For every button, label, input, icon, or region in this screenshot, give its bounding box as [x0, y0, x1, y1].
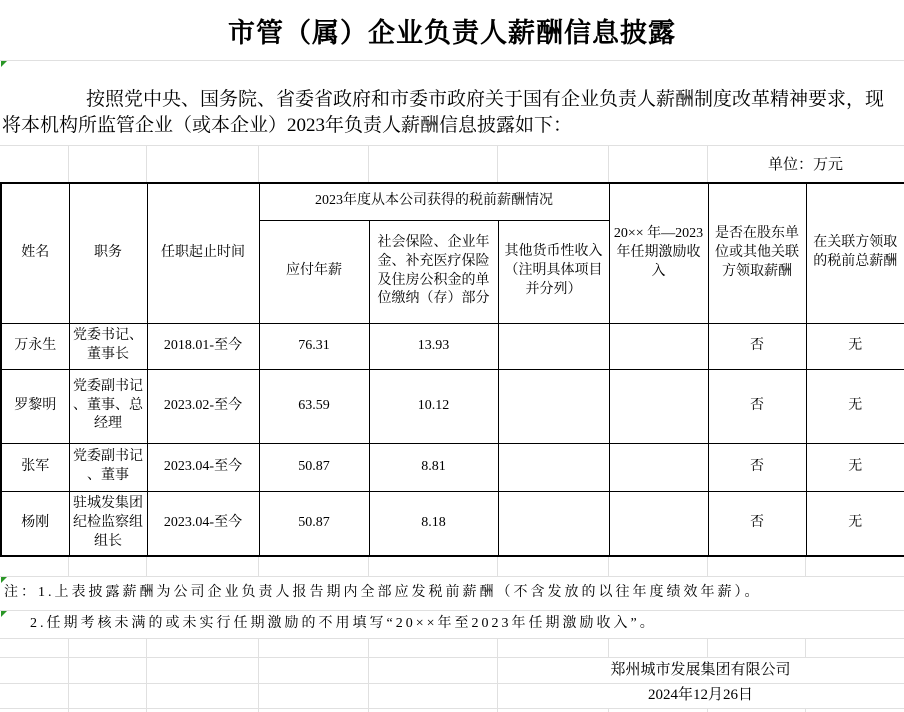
- table-row: [1, 491, 904, 556]
- salary-table: [0, 182, 904, 557]
- table-header-row-1: [1, 183, 904, 220]
- col-header-tenure-incentive: 20×× 年—2023年任期激励收入: [609, 183, 708, 323]
- cell-name: 张军: [1, 443, 69, 491]
- cell-position: 党委书记、董事长: [69, 323, 147, 369]
- gridline: [258, 556, 259, 576]
- gridline: [368, 638, 369, 657]
- gridline: [497, 145, 498, 182]
- col-header-2023-span: 2023年度从本公司获得的税前薪酬情况: [259, 183, 609, 220]
- gridline: [707, 556, 708, 576]
- col-header-shareholder-pay: 是否在股东单位或其他关联方领取薪酬: [708, 183, 806, 323]
- cell-payable: 50.87: [259, 491, 369, 556]
- gridline: [146, 708, 147, 712]
- gridline: [0, 638, 904, 639]
- cell-position: 党委副书记、董事: [69, 443, 147, 491]
- cell-name: 罗黎明: [1, 369, 69, 443]
- cell-name: 万永生: [1, 323, 69, 369]
- gridline: [497, 556, 498, 576]
- cell-social: 8.81: [369, 443, 498, 491]
- col-header-term: 任职起止时间: [147, 183, 259, 323]
- gridline: [146, 657, 147, 708]
- footer-company-name: 郑州城市发展集团有限公司: [610, 662, 791, 678]
- gridline: [258, 638, 259, 657]
- cell-payable: 50.87: [259, 443, 369, 491]
- cell-term: 2023.04-至今: [147, 443, 259, 491]
- gridline: [258, 708, 259, 712]
- gridline: [608, 638, 609, 657]
- gridline: [497, 708, 498, 712]
- col-header-related-party-pay: 在关联方领取的税前总薪酬: [806, 183, 904, 323]
- gridline: [707, 708, 708, 712]
- note-2: 2.任期考核未满的或未实行任期激励的不用填写“20××年至2023年任期激励收入”。: [30, 616, 657, 631]
- gridline: [707, 638, 708, 657]
- intro-paragraph: 按照党中央、国务院、省委省政府和市委市政府关于国有企业负责人薪酬制度改革精神要求，现将本机构所监管企业（或本企业）2023年负责人薪酬信息披露如下：: [2, 89, 885, 136]
- gridline: [805, 556, 806, 576]
- cell-incentive: [609, 369, 708, 443]
- table-row: [1, 443, 904, 491]
- col-header-other-income: 其他货币性收入（注明具体项目并分列）: [498, 220, 609, 323]
- cell-name: 杨刚: [1, 491, 69, 556]
- cell-social: 10.12: [369, 369, 498, 443]
- cell-term: 2023.04-至今: [147, 491, 259, 556]
- gridline: [608, 708, 609, 712]
- gridline: [258, 145, 259, 182]
- gridline: [805, 708, 806, 712]
- footer-date: 2024年12月26日: [647, 687, 753, 703]
- gridline: [68, 556, 69, 576]
- cell-incentive: [609, 443, 708, 491]
- gridline: [146, 145, 147, 182]
- cell-payable: 63.59: [259, 369, 369, 443]
- gridline: [608, 145, 609, 182]
- cell-incentive: [609, 323, 708, 369]
- gridline: [608, 556, 609, 576]
- col-header-position: 职务: [69, 183, 147, 323]
- col-header-name: 姓名: [1, 183, 69, 323]
- cell-term: 2023.02-至今: [147, 369, 259, 443]
- col-header-payable-salary: 应付年薪: [259, 220, 369, 323]
- cell-position: 党委副书记、董事、总经理: [69, 369, 147, 443]
- gridline: [368, 708, 369, 712]
- gridline: [0, 708, 904, 709]
- cell-related: 无: [806, 443, 904, 491]
- cell-social: 13.93: [369, 323, 498, 369]
- gridline: [258, 657, 259, 708]
- cell-other-income: [498, 369, 609, 443]
- cell-shareholder: 否: [708, 443, 806, 491]
- unit-label: 单位：万元: [767, 157, 843, 173]
- gridline: [68, 708, 69, 712]
- cell-social: 8.18: [369, 491, 498, 556]
- cell-other-income: [498, 323, 609, 369]
- cell-shareholder: 否: [708, 369, 806, 443]
- cell-other-income: [498, 443, 609, 491]
- cell-shareholder: 否: [708, 323, 806, 369]
- cell-term: 2018.01-至今: [147, 323, 259, 369]
- cell-related: 无: [806, 369, 904, 443]
- cell-payable: 76.31: [259, 323, 369, 369]
- table-row: [1, 323, 904, 369]
- gridline: [68, 638, 69, 657]
- gridline: [368, 145, 369, 182]
- cell-related: 无: [806, 491, 904, 556]
- note-1: 注：1.上表披露薪酬为公司企业负责人报告期内全部应发税前薪酬（不含发放的以往年度绩效年薪）。: [4, 585, 762, 600]
- col-header-social-insurance: 社会保险、企业年金、补充医疗保险及住房公积金的单位缴纳（存）部分: [369, 220, 498, 323]
- gridline: [146, 556, 147, 576]
- gridline: [68, 657, 69, 708]
- page-title: 市管（属）企业负责人薪酬信息披露: [228, 17, 676, 48]
- cell-incentive: [609, 491, 708, 556]
- cell-other-income: [498, 491, 609, 556]
- cell-related: 无: [806, 323, 904, 369]
- gridline: [497, 638, 498, 657]
- gridline: [368, 556, 369, 576]
- gridline: [805, 638, 806, 657]
- gridline: [368, 657, 369, 708]
- gridline: [146, 638, 147, 657]
- table-row: [1, 369, 904, 443]
- cell-shareholder: 否: [708, 491, 806, 556]
- cell-position: 驻城发集团纪检监察组组长: [69, 491, 147, 556]
- gridline: [68, 145, 69, 182]
